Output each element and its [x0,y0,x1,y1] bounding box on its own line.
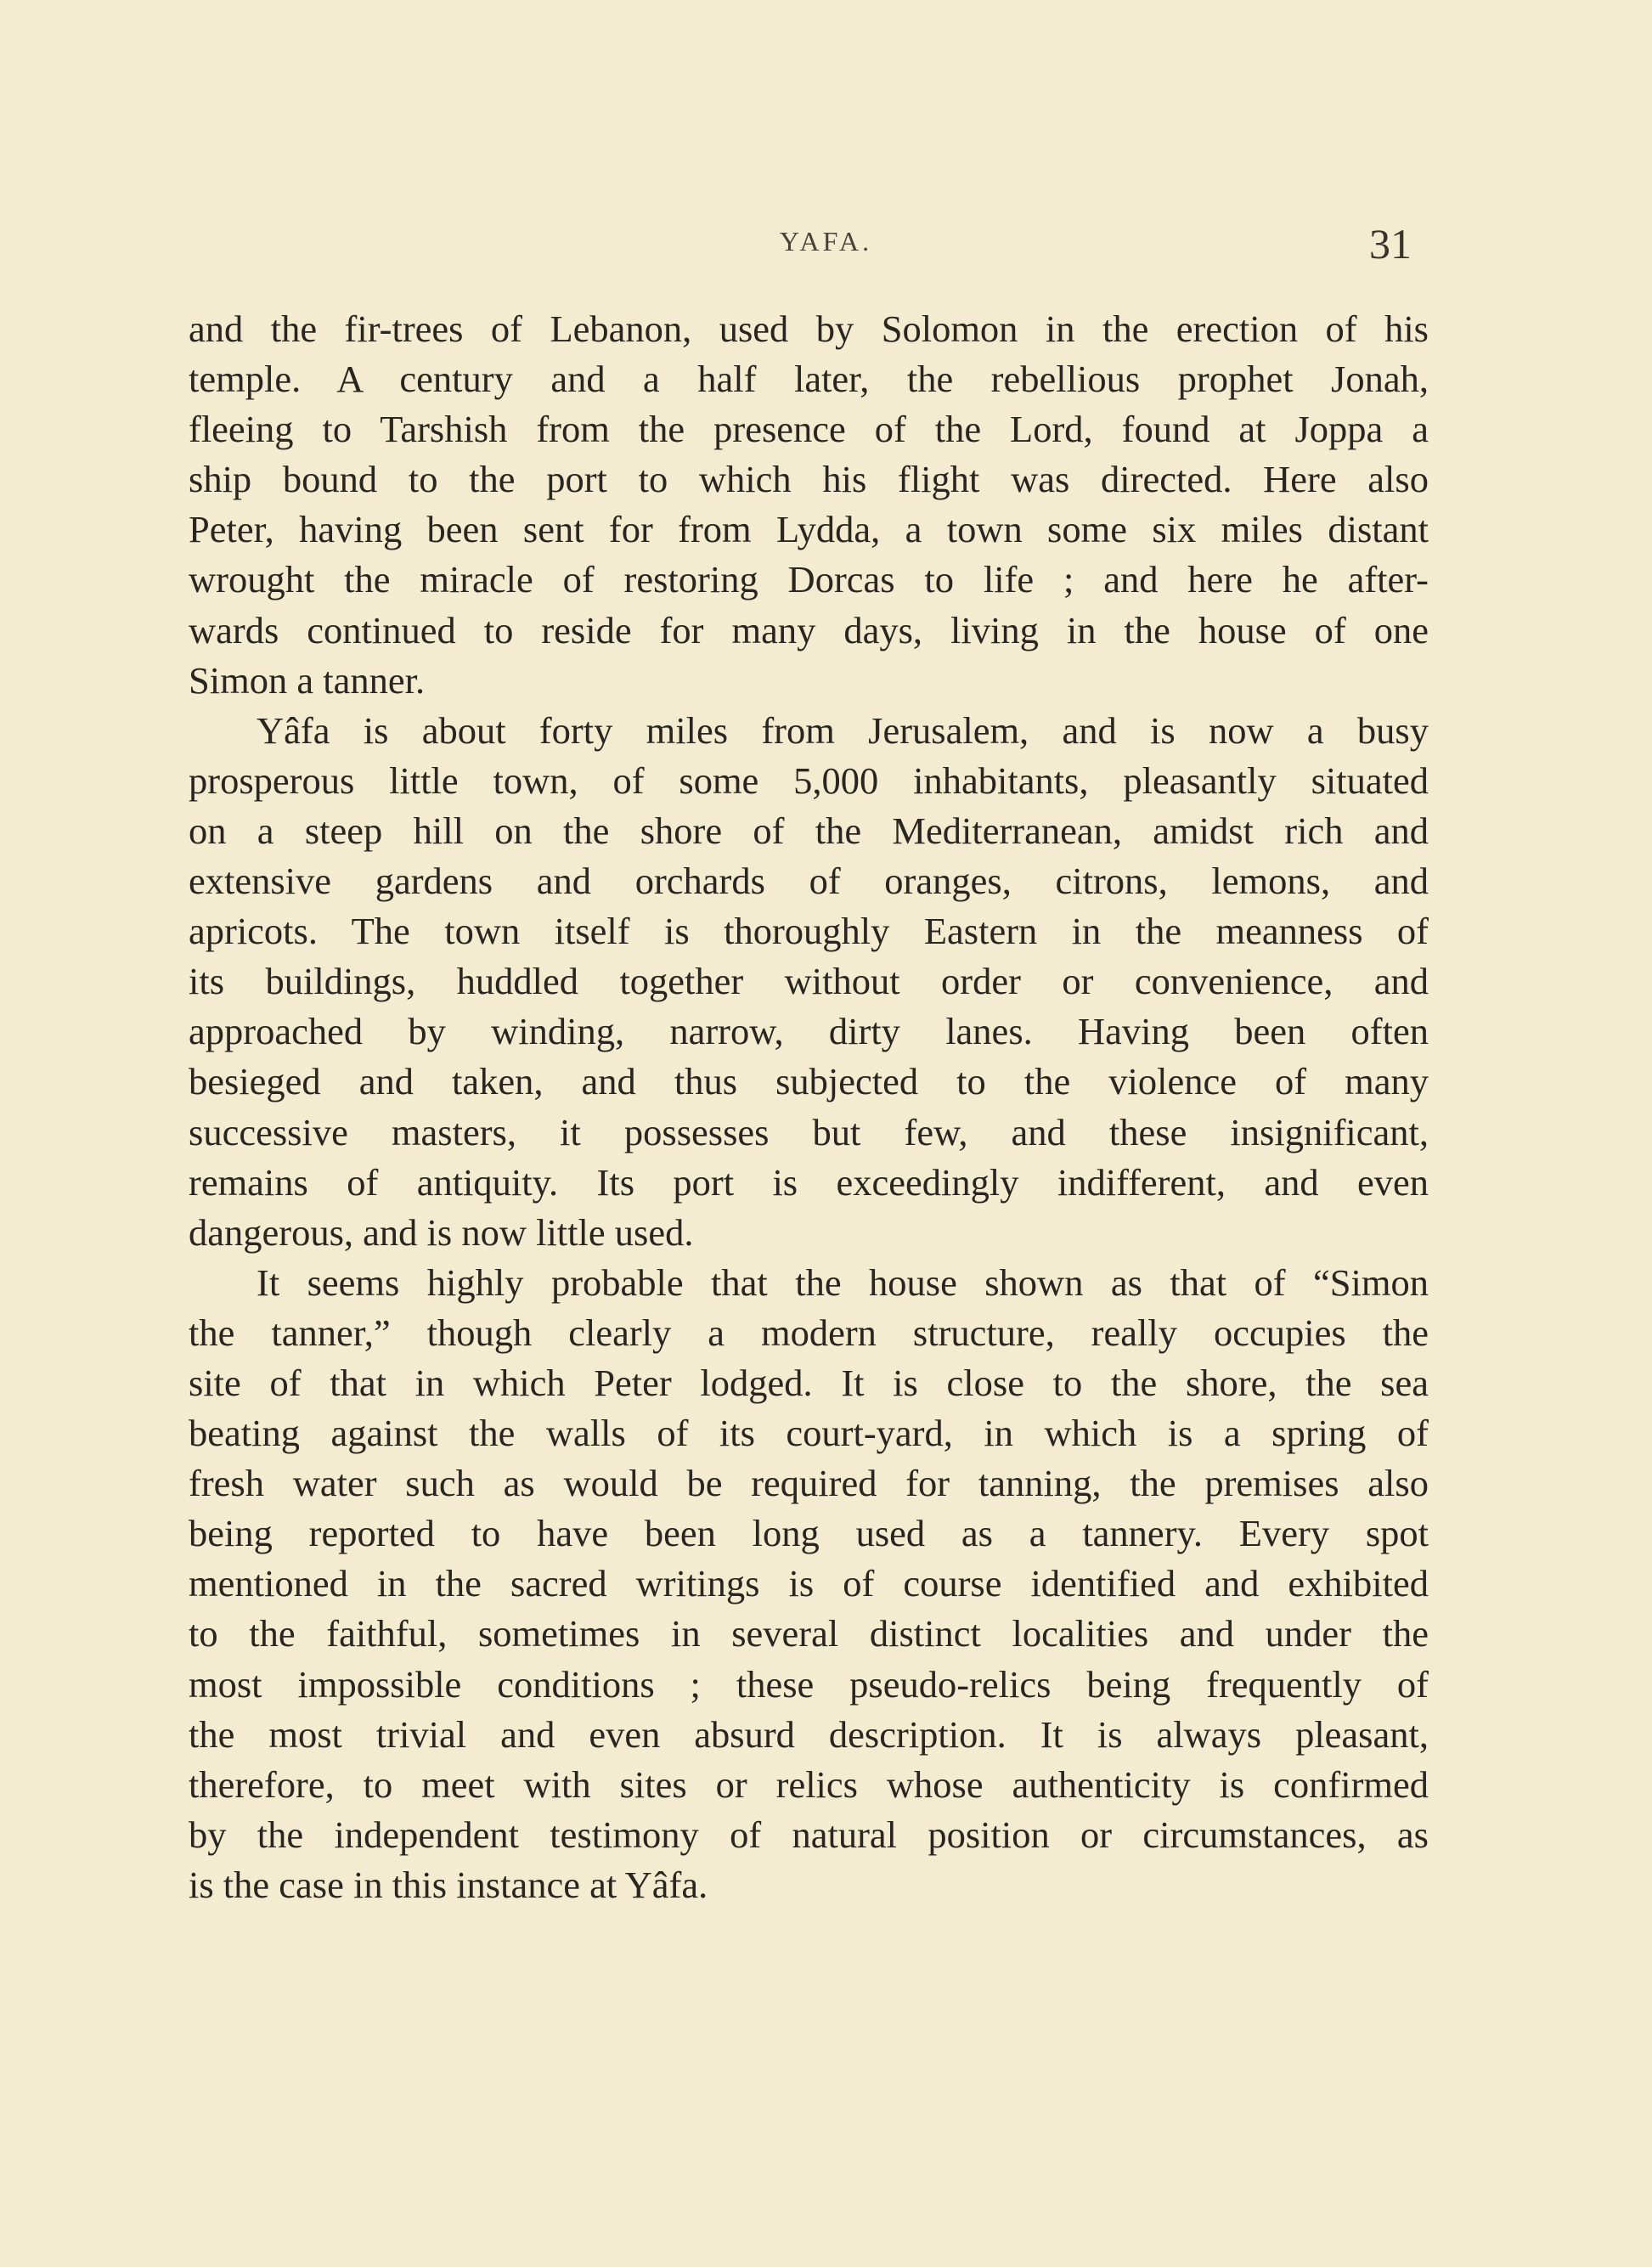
text-line: on a steep hill on the shore of the Mediterranean, amidst rich and [189,809,1429,852]
text-line: besieged and taken, and thus subjected to the violence of many [189,1060,1429,1103]
text-line: remains of antiquity. Its port is exceedingly indifferent, and even [189,1160,1429,1204]
text-line: apricots. The town itself is thoroughly Eastern in the meanness of [189,910,1429,953]
text-line: to the faithful, sometimes in several distinct localities and under the [189,1612,1429,1655]
text-line: being reported to have been long used as a tannery. Every spot [189,1512,1429,1555]
text-line: the most trivial and even absurd description. It is always pleasant, [189,1712,1429,1756]
running-head [0,220,1652,274]
text-line: wrought the miracle of restoring Dorcas to life ; and here he after- [189,558,1429,601]
text-line: fleeing to Tarshish from the presence of the Lord, found at Joppa a [189,408,1429,451]
text-line: beating against the walls of its court-yard, in which is a spring of [189,1412,1429,1455]
text-line: extensive gardens and orchards of oranges, citrons, lemons, and [189,860,1429,903]
text-line: by the independent testimony of natural position or circumstances, as [189,1813,1429,1856]
running-title: YAFA. [779,226,873,257]
text-line: ship bound to the port to which his flight was directed. Here also [189,458,1429,501]
text-line: wards continued to reside for many days, living in the house of one [189,608,1429,651]
text-line: site of that in which Peter lodged. It is close to the shore, the sea [189,1361,1429,1404]
text-line: mentioned in the sacred writings is of course identified and exhibited [189,1562,1429,1605]
text-line: dangerous, and is now little used. [189,1210,694,1254]
body-text [189,304,1429,1910]
page-number: 31 [1369,220,1412,268]
text-line: is the case in this instance at Yâfa. [189,1863,708,1906]
text-line: fresh water such as would be required for tanning, the premises also [189,1462,1429,1505]
text-line: Peter, having been sent for from Lydda, a town some six miles distant [189,508,1429,551]
text-line: temple. A century and a half later, the rebellious prophet Jonah, [189,358,1429,401]
text-line: Simon a tanner. [189,658,426,702]
text-line: its buildings, huddled together without order or convenience, and [189,960,1429,1003]
text-line: and the fir-trees of Lebanon, used by Solomon in the erection of his [189,307,1429,350]
text-line: prosperous little town, of some 5,000 inhabitants, pleasantly situated [189,758,1429,802]
text-line: It seems highly probable that the house shown as that of “Simon [257,1260,1429,1304]
text-line: approached by winding, narrow, dirty lanes. Having been often [189,1010,1429,1053]
text-line: the tanner,” though clearly a modern structure, really occupies the [189,1311,1429,1354]
text-line: most impossible conditions ; these pseudo-relics being frequently of [189,1662,1429,1706]
text-line: therefore, to meet with sites or relics whose authenticity is confirmed [189,1762,1429,1806]
text-line: successive masters, it possesses but few, and these insignificant, [189,1110,1429,1153]
text-line: Yâfa is about forty miles from Jerusalem, and is now a busy [257,708,1429,752]
